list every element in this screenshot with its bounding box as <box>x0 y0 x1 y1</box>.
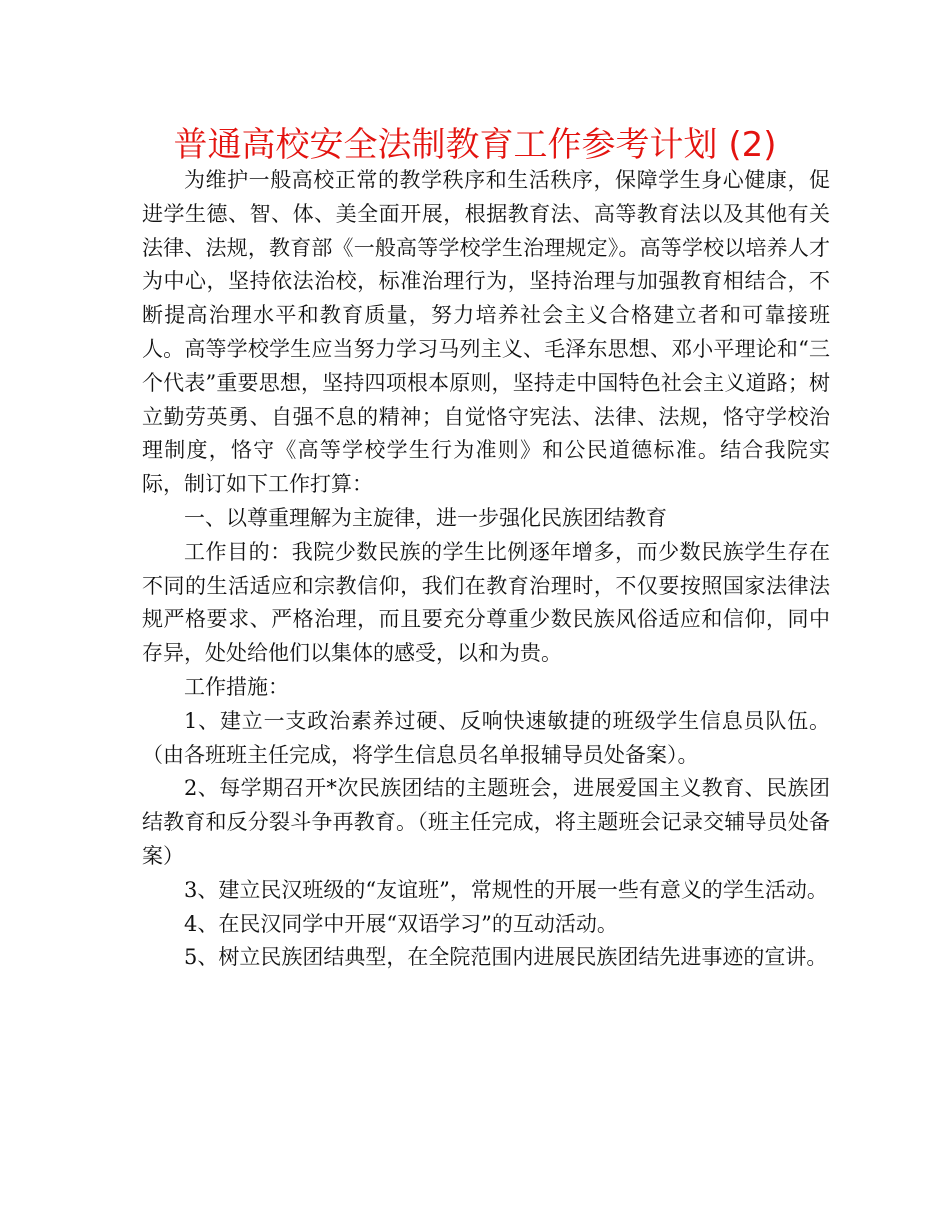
paragraph-measure-4: 4、在民汉同学中开展“双语学习”的互动活动。 <box>184 911 618 936</box>
paragraph-intro: 为维护一般高校正常的教学秩序和生活秩序，保障学生身心健康，促进学生德、智、体、美全面开展，根据教育法、高等教育法以及其他有关法律、法规，教育部《一般高等学校学生治理规定》。高等学校以培养人才为中心，坚持依法治校，标准治理行为，坚持治理与加强教育相结合，不断提高治理水平和教育质量，努力培养社会主义合格建立者和可靠接班人。高等学校学生应当努力学习马列主义、毛泽东思想、邓小平理论和“三个代表”重要思想，坚持四项根本原则，坚持走中国特色社会主义道路；树立勤劳英勇、自强不息的精神；自觉恪守宪法、法律、法规，恪守学校治理制度，恪守《高等学校学生行为准则》和公民道德标准。结合我院实际，制订如下工作打算： <box>142 168 830 497</box>
paragraph-measure-3: 3、建立民汉班级的“友谊班”，常规性的开展一些有意义的学生活动。 <box>184 877 828 902</box>
paragraph-section-heading: 一、以尊重理解为主旋律，进一步强化民族团结教育 <box>184 505 667 530</box>
document-body <box>142 164 830 975</box>
paragraph-goal: 工作目的：我院少数民族的学生比例逐年增多，而少数民族学生存在不同的生活适应和宗教信仰，我们在教育治理时，不仅要按照国家法律法规严格要求、严格治理，而且要充分尊重少数民族风俗适应和信仰，同中存异，处处给他们以集体的感受，以和为贵。 <box>142 539 830 666</box>
document-title: 普通高校安全法制教育工作参考计划 (2) <box>173 125 777 165</box>
paragraph-measure-5: 5、树立民族团结典型，在全院范围内进展民族团结先进事迹的宣讲。 <box>184 945 828 970</box>
paragraph-measure-2: 2、每学期召开*次民族团结的主题班会，进展爱国主义教育、民族团结教育和反分裂斗争再教育。（班主任完成，将主题班会记录交辅导员处备案） <box>142 776 830 868</box>
paragraph-measure-1: 1、建立一支政治素养过硬、反响快速敏捷的班级学生信息员队伍。（由各班班主任完成，将学生信息员名单报辅导员处备案）。 <box>142 708 830 767</box>
paragraph-measures-heading: 工作措施： <box>184 674 289 699</box>
